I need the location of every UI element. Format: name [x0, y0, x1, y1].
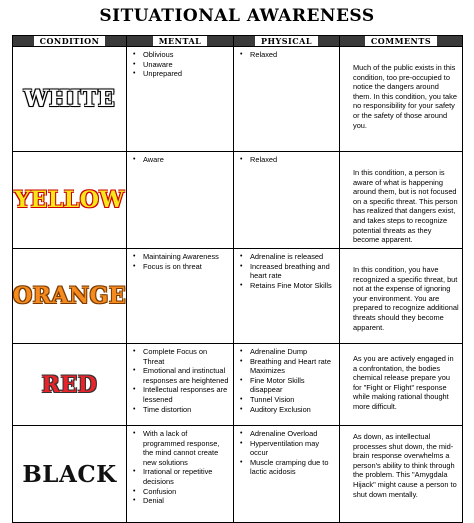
condition-black-label: BLACK [22, 460, 117, 488]
header-condition: CONDITION [13, 36, 127, 47]
table-row [13, 152, 463, 249]
mental-list [127, 426, 233, 508]
mental-list [127, 47, 233, 81]
table-row [13, 47, 463, 152]
condition-yellow-label: YELLOW [14, 187, 125, 213]
comment-cell [340, 344, 463, 426]
comment-text: Much of the public exists in this condition, too pre-occupied to notice the dangers around them. In this condition, you take no responsibility for your safety or the safety of those around you. [353, 63, 457, 130]
mental-cell [127, 152, 234, 249]
physical-list [234, 249, 339, 292]
comment-text: As you are actively engaged in a confrontation, the bodies chemical release prepare you for "Fight or Flight" response while making rational thought more difficult. [353, 354, 454, 411]
list-item: • Intellectual responses are lessened [143, 385, 230, 404]
list-item: • Aware [143, 155, 230, 165]
list-item: • Maintaining Awareness [143, 252, 230, 262]
list-item: • Adrenaline Overload [250, 429, 336, 439]
physical-cell [234, 344, 340, 426]
mental-cell [127, 426, 234, 523]
condition-cell [13, 426, 127, 523]
list-item: • Tunnel Vision [250, 395, 336, 405]
mental-list [127, 344, 233, 416]
list-item: • Increased breathing and heart rate [250, 262, 336, 281]
list-item: • Confusion [143, 487, 230, 497]
mental-cell [127, 249, 234, 344]
mental-cell [127, 344, 234, 426]
physical-cell [234, 426, 340, 523]
comment-text: As down, as intellectual processes shut down, the mid-brain response overwhelms a person's ability to think through the problem. This "Amygdala Hijack" might cause a person to shut down mentally. [353, 432, 457, 499]
comment-cell [340, 152, 463, 249]
physical-list [234, 344, 339, 416]
header-physical: PHYSICAL [234, 36, 340, 47]
comment-text: In this condition, a person is aware of what is happening around them, but is not focused on a specific threat. This person has realized that dangers exist, and takes steps to recognize potential threats as they become apparent. [353, 168, 458, 245]
condition-cell [13, 344, 127, 426]
mental-cell [127, 47, 234, 152]
list-item: • Time distortion [143, 405, 230, 415]
mental-list [127, 152, 233, 167]
list-item: • Hyperventilation may occur [250, 439, 336, 458]
list-item: • Emotional and instinctual responses are heightened [143, 366, 230, 385]
table-row [13, 426, 463, 523]
condition-orange-label: ORANGE [13, 283, 127, 309]
header-row [13, 36, 463, 47]
list-item: • Unaware [143, 60, 230, 70]
list-item: • With a lack of programmed response, the mind cannot create new solutions [143, 429, 230, 467]
list-item: • Irrational or repetitive decisions [143, 467, 230, 486]
situational-awareness-table [12, 35, 463, 523]
list-item: • Muscle cramping due to lactic acidosis [250, 458, 336, 477]
list-item: • Denial [143, 496, 230, 506]
comment-cell [340, 47, 463, 152]
physical-cell [234, 249, 340, 344]
list-item: • Oblivious [143, 50, 230, 60]
page-title: SITUATIONAL AWARENESS [99, 6, 375, 26]
table-row [13, 344, 463, 426]
header-mental: MENTAL [127, 36, 234, 47]
list-item: • Adrenaline is released [250, 252, 336, 262]
list-item: • Focus is on threat [143, 262, 230, 272]
physical-list [234, 152, 339, 167]
list-item: • Relaxed [250, 50, 336, 60]
condition-cell [13, 152, 127, 249]
comment-cell [340, 249, 463, 344]
comment-cell [340, 426, 463, 523]
condition-cell [13, 47, 127, 152]
list-item: • Breathing and Heart rate Maximizes [250, 357, 336, 376]
physical-cell [234, 152, 340, 249]
list-item: • Relaxed [250, 155, 336, 165]
list-item: • Fine Motor Skills disappear [250, 376, 336, 395]
physical-list [234, 47, 339, 62]
list-item: • Complete Focus on Threat [143, 347, 230, 366]
list-item: • Adrenaline Dump [250, 347, 336, 357]
condition-red-label: RED [41, 371, 98, 398]
list-item: • Unprepared [143, 69, 230, 79]
condition-cell [13, 249, 127, 344]
header-comments: COMMENTS [340, 36, 463, 47]
table-row [13, 249, 463, 344]
mental-list [127, 249, 233, 273]
list-item: • Auditory Exclusion [250, 405, 336, 415]
list-item: • Retains Fine Motor Skills [250, 281, 336, 291]
physical-list [234, 426, 339, 479]
comment-text: In this condition, you have recognized a specific threat, but not at the expense of ignoring your environment. You are prepared to recognize additional threats should they become apparent. [353, 265, 459, 332]
physical-cell [234, 47, 340, 152]
condition-white-label: WHITE [23, 86, 116, 112]
